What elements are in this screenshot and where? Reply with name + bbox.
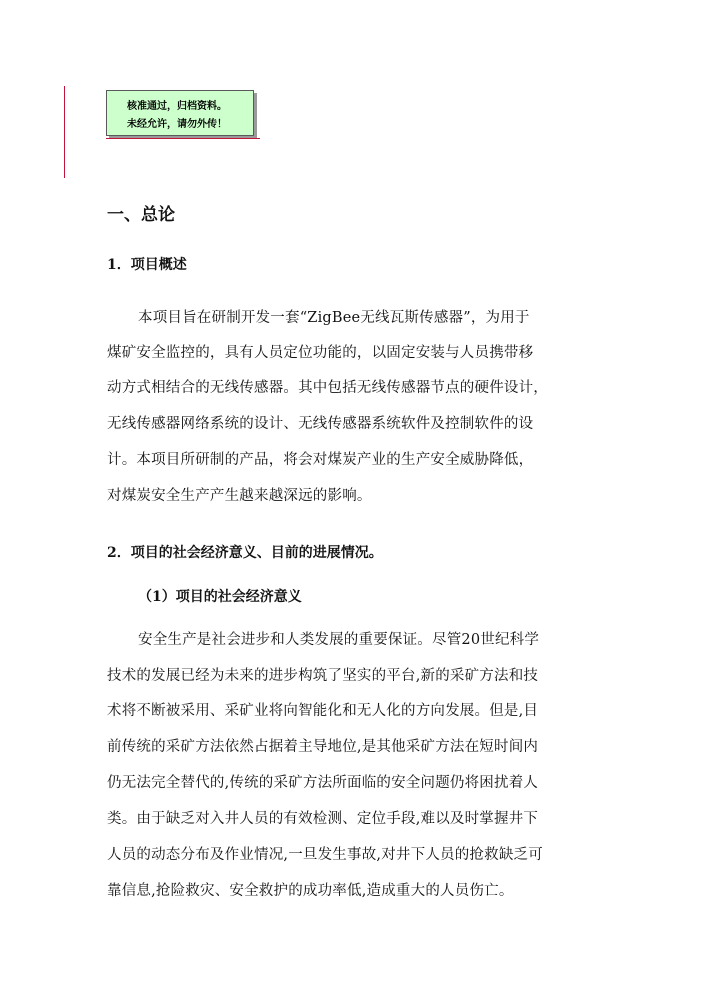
overview-line: 对煤炭安全生产产生越来越深远的影响。 xyxy=(107,488,372,504)
stamp-text-confidential: 未经允许，请勿外传！ xyxy=(127,119,227,130)
significance-line: 技术的发展已经为未来的进步构筑了坚实的平台,新的采矿方法和技 xyxy=(107,668,539,684)
significance-line: 靠信息,抢险救灾、安全救护的成功率低,造成重大的人员伤亡。 xyxy=(107,883,514,899)
stamp-underline xyxy=(106,138,260,139)
overview-heading: 1．项目概述 xyxy=(107,257,187,273)
overview-line: 计。本项目所研制的产品，将会对煤炭产业的生产安全威胁降低， xyxy=(107,452,534,468)
significance-subheading: （1）项目的社会经济意义 xyxy=(138,589,302,605)
section-title: 一、总论 xyxy=(107,205,175,225)
significance-line: 术将不断被采用、采矿业将向智能化和无人化的方向发展。但是,目 xyxy=(107,703,539,719)
significance-heading: 2．项目的社会经济意义、目前的进展情况。 xyxy=(107,545,383,561)
significance-line: 人员的动态分布及作业情况,一旦发生事故,对井下人员的抢救缺乏可 xyxy=(107,847,543,863)
overview-line: 煤矿安全监控的，具有人员定位功能的，以固定安装与人员携带移 xyxy=(107,345,534,361)
overview-line: 无线传感器网络系统的设计、无线传感器系统软件及控制软件的设 xyxy=(107,416,534,432)
overview-line: 动方式相结合的无线传感器。其中包括无线传感器节点的硬件设计， xyxy=(107,380,548,396)
significance-line: 类。由于缺乏对入井人员的有效检测、定位手段,难以及时掌握井下 xyxy=(107,811,539,827)
significance-line: 安全生产是社会进步和人类发展的重要保证。尽管20世纪科学 xyxy=(138,632,540,648)
approval-stamp xyxy=(106,90,254,136)
significance-line: 仍无法完全替代的,传统的采矿方法所面临的安全问题仍将困扰着人 xyxy=(107,775,539,791)
stamp-text-approved: 核准通过，归档资料。 xyxy=(127,101,227,112)
overview-line: 本项目旨在研制开发一套“ZigBee无线瓦斯传感器”，为用于 xyxy=(138,310,530,326)
margin-rule xyxy=(64,86,65,178)
significance-line: 前传统的采矿方法依然占据着主导地位,是其他采矿方法在短时间内 xyxy=(107,739,539,755)
